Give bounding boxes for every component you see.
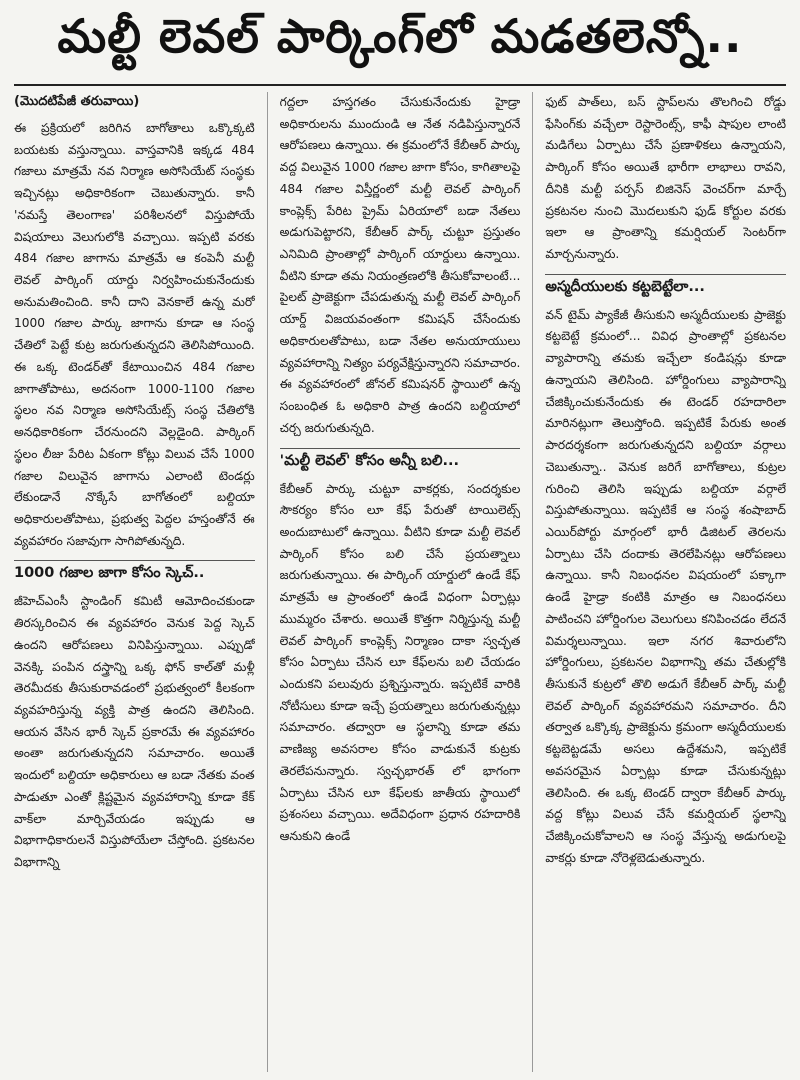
column-2	[280, 92, 521, 1072]
column-3	[545, 92, 786, 1072]
column-2-paragraph-1: గద్దలా హస్తగతం చేసుకునేందుకు హైడ్రా అధికారులను ముందుండి ఆ నేత నడిపిస్తున్నారనే ఆరోపణలు ఉన్నాయి. ఈ క్రమంలోనే కేబీఆర్ పార్కు వద్ద విలువైన 1000 గజాల జాగా కోసం, కాగితాలపై 484 గజాల విస్తీర్ణంలో మల్టీ లెవల్ పార్కింగ్ కాంప్లెక్స్ పేరిట ప్రైమ్ ఏరియాలో బడా నేతలు అడుగుపెట్టారని, కేబీఆర్ పార్క్ చుట్టూ ప్రస్తుతం ఎనిమిది ప్రాంతాల్లో పార్కింగ్ యార్డులు ఉన్నాయి. వీటిని కూడా తమ నియంత్రణలోకి తీసుకోవాలంటే... పైలట్ ప్రాజెక్టుగా చేపడుతున్న మల్టీ లెవల్ పార్కింగ్ యార్డ్ విజయవంతంగా కమిషన్ చేసేందుకు అధికారులతోపాటు, బడా నేతల అనుయాయులు వ్యవహారాన్ని నిత్యం పర్యవేక్షిస్తున్నారని సమాచారం. ఈ వ్యవహారంలో జోనల్ కమిషనర్ స్థాయిలో ఉన్న సంబంధిత ఓ అధికారి పాత్ర ఉందని బల్దియాలో చర్చ జరుగుతున్నది.	[279, 95, 521, 435]
column-2-paragraph-2: కేబీఆర్ పార్కు చుట్టూ వాకర్లకు, సందర్శకుల సౌకర్యం కోసం లూ కేఫ్ పేరుతో టాయిలెట్స్ అందుబాటులో ఉన్నాయి. వీటిని కూడా మల్టీ లెవల్ పార్కింగ్ కోసం బలి చేసే ప్రయత్నాలు జరుగుతున్నాయి. ఈ పార్కింగ్ యార్డులో ఉండే కేఫ్ మాత్రమే ఆ ప్రాంతంలో ఉండే విధంగా ఏర్పాట్లు ముమ్మరం చేశారు. అయితే కొత్తగా నిర్మిస్తున్న మల్టీ లెవల్ పార్కింగ్ కాంప్లెక్స్ నిర్మాణం దాకా స్వచ్ఛత కోసం ఏర్పాటు చేసిన లూ కేఫ్‌లను బలి చేయడం ఎందుకని పలువురు ప్రశ్నిస్తున్నారు. ఇప్పటికే వారికి నోటీసులు కూడా ఇచ్చే ప్రయత్నాలు జరుగుతున్నట్లు సమాచారం. తద్వారా ఆ స్థలాన్ని కూడా తమ వాణిజ్య అవసరాల కోసం వాడుకునే కుట్రకు తెరలేపనున్నారు. స్వచ్ఛభారత్ లో భాగంగా ఏర్పాటు చేసిన లూ కేఫ్‌లకు జాతీయ స్థాయిలో ప్రశంసలు వచ్చాయి. అదేవిధంగా ప్రధాన రహదారికి ఆనుకుని ఉండే	[279, 481, 521, 843]
headline: మల్టీ లెవల్ పార్కింగ్‌లో మడతలెన్నో..	[57, 9, 743, 63]
column-1-paragraph-2: జీహెచ్‌ఎంసీ స్టాండింగ్ కమిటీ ఆమోదించకుండా తిరస్కరించిన ఈ వ్యవహారం వెనుక పెద్ద స్కెచ్ ఉందని ఆరోపణలు వినిపిస్తున్నాయి. ఎప్పుడో వెనక్కి పంపిన దస్త్రాన్ని ఒక్క ఫోన్ కాల్‌తో మళ్లీ తెరమీదకు తీసుకురావడంలో ప్రభుత్వంలో కీలకంగా వ్యవహరిస్తున్న వ్యక్తి పాత్ర ఉందని తెలిసింది. ఆయన వేసిన భారీ స్కెచ్ ప్రకారమే ఈ వ్యవహారం అంతా జరుగుతున్నదని సమాచారం. అయితే ఇందులో బల్దియా అధికారులు ఆ బడా నేతకు వంత పాడుతూ ఎంతో క్లిష్టమైన వ్యవహారాన్ని కూడా కేక్ వాక్‌లా మార్చివేయడం ఇప్పుడు ఆ విభాగాధికారులనే విస్తుపోయేలా చేస్తోంది. ప్రకటనల విభాగాన్ని	[14, 594, 255, 869]
column-3-paragraph-2: వన్ టైమ్ ప్యాకేజీ తీసుకుని అస్మదీయులకు ప్రాజెక్టు కట్టబెట్టే క్రమంలో... వివిధ ప్రాంతాల్లో ప్రకటనల వ్యాపారాన్ని తమకు ఇచ్చేలా కండిషన్లు కూడా ఉన్నాయని తెలిసింది. హోర్డింగులు వ్యాపారాన్ని చేజిక్కించుకునేందుకు ఈ టెండర్ రహదారిలా మారినట్లుగా తెలుస్తోంది. ఇప్పటికే పేరుకు అంత పారదర్శకంగా జరుగుతున్నదని బల్దియా వర్గాలు చెబుతున్నా.. వెనుక జరిగే బాగోతాలు, కుట్రల గురించి తెలిసి ఇప్పుడు బల్దియా వర్గాలే విస్తుపోతున్నాయి. ఇప్పటికే ఆ సంస్థ శంషాబాద్ ఎయిర్‌పోర్టు మార్గంలో భారీ డిజిటల్ తెరలను ఏర్పాటు చేసి దందాకు తెరలేపినట్లు ఆరోపణలు ఉన్నాయి. కానీ నిబంధనల విషయంలో పక్కాగా ఉండే హైడ్రా కంటికి మాత్రం ఆ నిబంధనలు పాటించని హోర్డింగుల వెలుగులు కనిపించడం లేదనే విమర్శలున్నాయి. ఇలా నగర శివారులోని హోర్డింగులు, ప్రకటనల విభాగాన్ని తమ చేతుల్లోకి తీసుకునే కుట్రలో తొలి అడుగే కేబీఆర్ పార్క్ మల్టీ లెవల్ పార్కింగ్ వ్యవహారమని సమాచారం. దీని తర్వాత ఒక్కొక్క ప్రాజెక్టును క్రమంగా అస్మదీయులకు కట్టబెట్టడమే అసలు ఉద్దేశమని, ఇప్పటికే అవసరమైన ఏర్పాట్లు కూడా చేసుకున్నట్లు తెలిసింది. ఈ ఒక్క టెండర్ ద్వారా కేబీఆర్ పార్కు వద్ద కోట్లు విలువ చేసే కమర్షియల్ స్థలాన్ని చేజిక్కించుకోవాలని ఆ సంస్థ వేస్తున్న అడుగులపై వాకర్లు కూడా నోరెళ్లబెడుతున్నారు.	[545, 307, 787, 865]
column-1	[14, 92, 255, 1072]
article-columns	[14, 92, 786, 1072]
column-divider	[532, 92, 533, 1072]
subheading-asmadeeyulu: అస్మదీయులకు కట్టబెట్టేలా...	[545, 274, 786, 299]
column-3-paragraph-1: ఫుట్ పాత్‌లు, బస్ స్టాప్‌లను తొలగించి రోడ్డు ఫేసింగ్‌కు వచ్చేలా రెస్టారెంట్స్, కాఫీ షాపుల లాంటి మడిగేలు ఏర్పాటు చేసే ప్రణాళికలు ఉన్నాయని, పార్కింగ్ కోసం అయితే భారీగా లాభాలు రావని, దీనికి మల్టీ పర్పస్ బిజినెస్ వెంచర్‌గా మార్చే ప్రకటనల నుంచి మొదలుకుని ఫుడ్ కోర్టుల వరకు ఇలా ఆ ప్రాంతాన్ని కమర్షియల్ సెంటర్‌గా మార్చనున్నారు.	[545, 95, 787, 262]
subheading-1000-yards: 1000 గజాల జాగా కోసం స్కెచ్..	[14, 560, 255, 585]
column-divider	[267, 92, 268, 1072]
column-1-paragraph-1: ఈ ప్రక్రియలో జరిగిన బాగోతాలు ఒక్కొక్కటి బయటకు వస్తున్నాయి. వాస్తవానికి ఇక్కడ 484 గజాలు మాత్రమే నవ నిర్మాణ అసోసియేట్ సంస్థకు ఇచ్చినట్లు అధికారికంగా చెబుతున్నారు. కానీ 'నమస్తే తెలంగాణ' పరిశీలనలో విస్తుపోయే విషయాలు వెలుగులోకి వచ్చాయి. ఇప్పటి వరకు 484 గజాల జాగాను మాత్రమే ఆ కంపెనీ మల్టీ లెవల్ పార్కింగ్ యార్డు నిర్వహించుకునేందుకు అనుమతించింది. కానీ దాని వెనకాలే ఉన్న మరో 1000 గజాల పార్కు జాగాను కూడా ఆ సంస్థ చేతిలో పెట్టే కుట్ర జరుగుతున్నదని తెలిసిపోయింది. ఈ ఒక్క టెండర్‌తో కేటాయించిన 484 గజాల జాగాతోపాటు, అదనంగా 1000-1100 గజాల స్థలం నవ నిర్మాణ అసోసియేట్స్ సంస్థ చేతిలోకి అనధికారికంగా చేరనుందని వెల్లడైంది. పార్కింగ్ స్థలం లీజు పేరిట ఏకంగా కోట్లు విలువ చేసే 1000 గజాల విలువైన జాగాను ఎలాంటి టెండర్లు లేకుండానే నొక్కేసే బాగోతంలో బల్దియా అధికారులతోపాటు, ప్రభుత్వ పెద్దల హస్తంతోనే ఈ వ్యవహారం సజావుగా సాగిపోతున్నది.	[14, 121, 255, 548]
headline-rule	[14, 84, 786, 86]
subheading-multi-level: 'మల్టీ లెవల్' కోసం అన్నీ బలి...	[280, 448, 521, 473]
continued-label: (మొదటిపేజీ తరువాయి)	[14, 94, 140, 109]
